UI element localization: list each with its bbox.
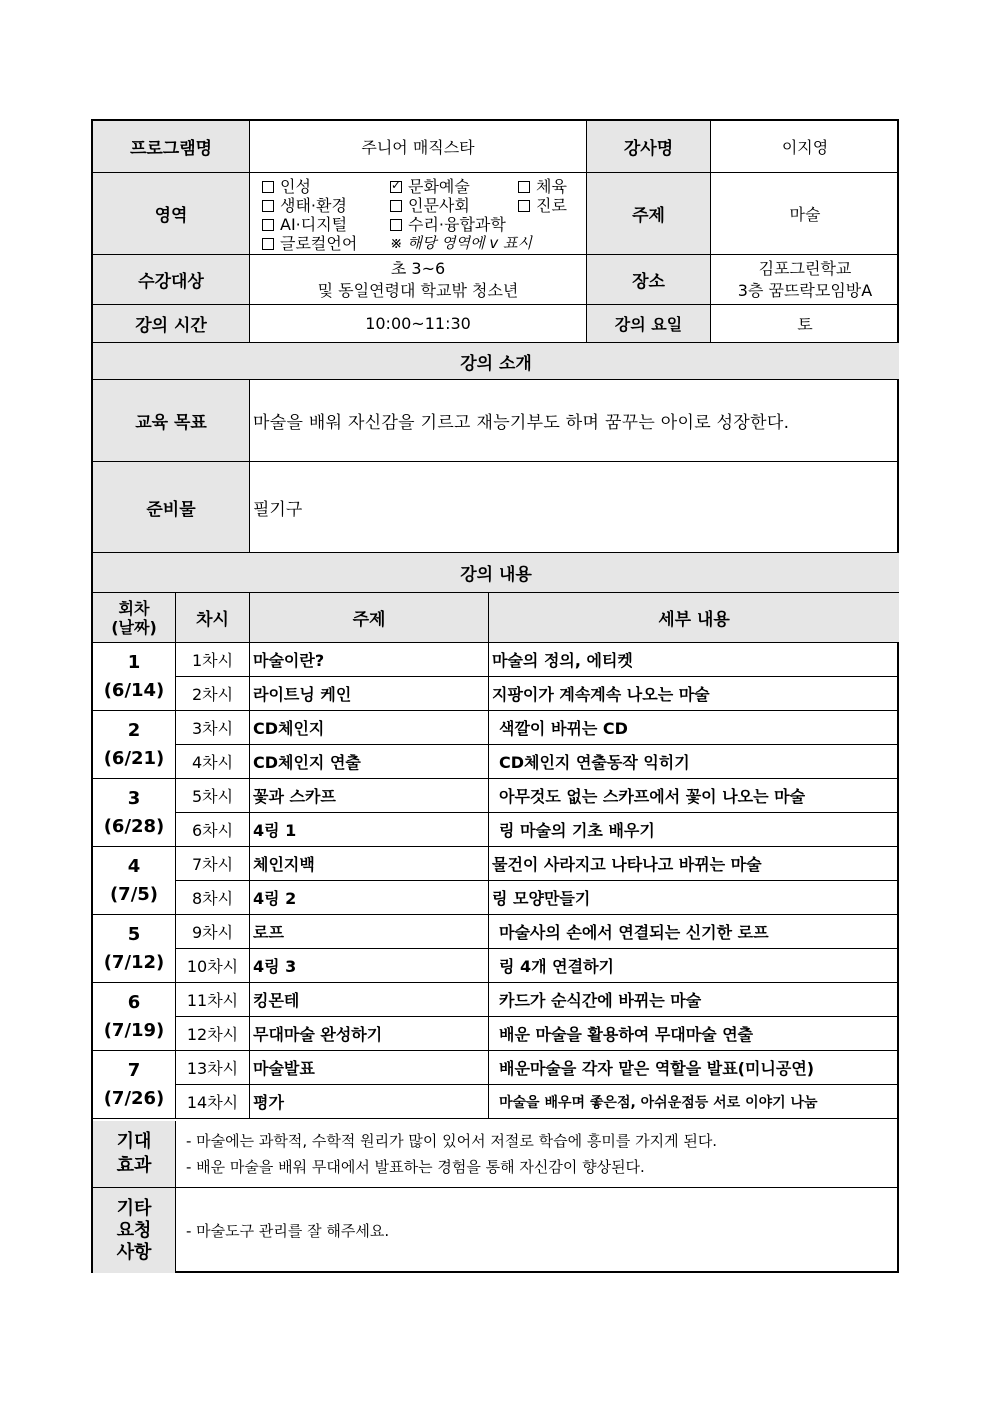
effects-label: 기대 효과 <box>93 1121 176 1188</box>
topic-label: 주제 <box>587 173 711 255</box>
area-item-global-language[interactable]: 글로컬언어 <box>262 231 357 254</box>
session-number-cell <box>93 915 176 983</box>
time-label: 강의 시간 <box>93 305 250 343</box>
effects-value <box>176 1121 899 1188</box>
checkbox-icon[interactable] <box>262 238 274 250</box>
target-label: 수강대상 <box>93 255 250 305</box>
content-section-title: 강의 내용 <box>93 553 899 593</box>
checked-checkbox-icon[interactable] <box>390 181 402 193</box>
session-date: (7/26) <box>103 1087 165 1109</box>
instructor-value: 이지영 <box>711 121 899 173</box>
session-date: (7/5) <box>109 883 159 905</box>
place-label: 장소 <box>587 255 711 305</box>
goal-value: 마술을 배워 자신감을 기르고 재능기부도 하며 꿈꾸는 아이로 성장한다. <box>250 380 899 462</box>
area-note: ※ 해당 영역에 v 표시 <box>390 234 532 252</box>
area-item-math-science[interactable]: 수리·융합과학 <box>390 212 506 235</box>
checkbox-icon[interactable] <box>390 200 402 212</box>
effects-line-2: - 배운 마술을 배워 무대에서 발표하는 경험을 통해 자신감이 향상된다. <box>186 1158 645 1176</box>
lesson-topic: 4링 1 <box>250 813 489 847</box>
day-value: 토 <box>711 305 899 343</box>
lesson-detail: 마술을 배우며 좋은점, 아쉬운점등 서로 이야기 나눔 <box>489 1085 899 1119</box>
area-item-career[interactable]: 진로 <box>518 193 567 216</box>
lesson-number: 1차시 <box>176 643 250 677</box>
checkbox-icon[interactable] <box>262 219 274 231</box>
checkbox-icon[interactable] <box>262 200 274 212</box>
effects-line-1: - 마술에는 과학적, 수학적 원리가 많이 있어서 저절로 학습에 흥미를 가지게 된다. <box>186 1132 718 1150</box>
lesson-topic: 킹몬테 <box>250 983 489 1017</box>
lesson-detail: 링 마술의 기초 배우기 <box>489 813 899 847</box>
session-number-cell <box>93 711 176 779</box>
lesson-topic: 4링 2 <box>250 881 489 915</box>
lesson-topic: 꽃과 스카프 <box>250 779 489 813</box>
lesson-number: 2차시 <box>176 677 250 711</box>
topic-value: 마술 <box>711 173 899 255</box>
lesson-number: 9차시 <box>176 915 250 949</box>
lesson-number: 7차시 <box>176 847 250 881</box>
lesson-number: 4차시 <box>176 745 250 779</box>
lesson-number: 6차시 <box>176 813 250 847</box>
lesson-topic: 체인지백 <box>250 847 489 881</box>
lesson-topic: CD체인지 <box>250 711 489 745</box>
place-line-2: 3층 꿈뜨락모임방A <box>737 280 873 300</box>
lesson-detail: 링 4개 연결하기 <box>489 949 899 983</box>
lesson-number: 13차시 <box>176 1051 250 1085</box>
target-value <box>250 255 587 305</box>
session-number: 6 <box>127 991 141 1013</box>
goal-label: 교육 목표 <box>93 380 250 462</box>
session-date: (7/12) <box>103 951 165 973</box>
day-label: 강의 요일 <box>587 305 711 343</box>
checkbox-icon[interactable] <box>390 219 402 231</box>
checkbox-icon[interactable] <box>518 181 530 193</box>
lesson-topic: 로프 <box>250 915 489 949</box>
session-number-cell <box>93 847 176 915</box>
lesson-detail: 마술의 정의, 에티켓 <box>489 643 899 677</box>
lesson-detail: 카드가 순식간에 바뀌는 마술 <box>489 983 899 1017</box>
session-number: 1 <box>127 651 141 673</box>
lesson-topic: 마술이란? <box>250 643 489 677</box>
requests-value: - 마술도구 관리를 잘 해주세요. <box>186 1222 390 1240</box>
target-line-2: 및 동일연령대 학교밖 청소년 <box>317 280 519 300</box>
session-number-cell <box>93 1051 176 1119</box>
checkbox-icon[interactable] <box>262 181 274 193</box>
requests-label: 기타 요청 사항 <box>93 1188 176 1273</box>
session-number-cell <box>93 643 176 711</box>
session-number: 5 <box>127 923 141 945</box>
place-line-1: 김포그린학교 <box>758 258 852 278</box>
session-date: (7/19) <box>103 1019 165 1041</box>
lesson-detail: 지팡이가 계속계속 나오는 마술 <box>489 677 899 711</box>
course-plan-document <box>91 119 899 1273</box>
time-value: 10:00~11:30 <box>250 305 587 343</box>
lesson-topic: 평가 <box>250 1085 489 1119</box>
session-date: (6/14) <box>103 679 165 701</box>
lesson-number: 11차시 <box>176 983 250 1017</box>
lesson-number: 8차시 <box>176 881 250 915</box>
col-session-header: 회차 (날짜) <box>93 593 176 643</box>
lesson-topic: CD체인지 연출 <box>250 745 489 779</box>
col-detail-header: 세부 내용 <box>489 593 899 643</box>
lesson-detail: 물건이 사라지고 나타나고 바뀌는 마술 <box>489 847 899 881</box>
lesson-detail: 배운마술을 각자 맡은 역할을 발표(미니공연) <box>489 1051 899 1085</box>
lesson-topic: 무대마술 완성하기 <box>250 1017 489 1051</box>
lesson-number: 14차시 <box>176 1085 250 1119</box>
session-date: (6/28) <box>103 815 165 837</box>
col-topic-header: 주제 <box>250 593 489 643</box>
lesson-detail: CD체인지 연출동작 익히기 <box>489 745 899 779</box>
session-number-cell <box>93 983 176 1051</box>
lesson-detail: 아무것도 없는 스카프에서 꽃이 나오는 마술 <box>489 779 899 813</box>
lesson-topic: 4링 3 <box>250 949 489 983</box>
session-number: 7 <box>127 1059 141 1081</box>
lesson-topic: 마술발표 <box>250 1051 489 1085</box>
instructor-label: 강사명 <box>587 121 711 173</box>
lesson-detail: 마술사의 손에서 연결되는 신기한 로프 <box>489 915 899 949</box>
program-value: 주니어 매직스타 <box>250 121 587 173</box>
session-number: 3 <box>127 787 141 809</box>
area-item-ai-digital[interactable]: AI·디지털 <box>262 212 347 235</box>
lesson-number: 3차시 <box>176 711 250 745</box>
lesson-detail: 색깔이 바뀌는 CD <box>489 711 899 745</box>
session-number-cell <box>93 779 176 847</box>
materials-label: 준비물 <box>93 462 250 553</box>
session-number: 4 <box>127 855 141 877</box>
session-date: (6/21) <box>103 747 165 769</box>
area-checklist <box>250 173 587 255</box>
area-item-ecology[interactable]: 생태·환경 <box>262 193 347 216</box>
area-item-humanities[interactable]: 인문사회 <box>390 193 470 216</box>
col-lesson-header: 차시 <box>176 593 250 643</box>
program-label: 프로그램명 <box>93 121 250 173</box>
area-item-personality[interactable]: 인성 <box>262 174 311 197</box>
area-item-sports[interactable]: 체육 <box>518 174 567 197</box>
place-value <box>711 255 899 305</box>
target-line-1: 초 3~6 <box>390 258 446 278</box>
materials-value: 필기구 <box>250 462 899 553</box>
lesson-number: 12차시 <box>176 1017 250 1051</box>
lesson-detail: 링 모양만들기 <box>489 881 899 915</box>
intro-section-title: 강의 소개 <box>93 343 899 380</box>
session-number: 2 <box>127 719 141 741</box>
lesson-number: 10차시 <box>176 949 250 983</box>
area-label: 영역 <box>93 173 250 255</box>
lesson-topic: 라이트닝 케인 <box>250 677 489 711</box>
lesson-detail: 배운 마술을 활용하여 무대마술 연출 <box>489 1017 899 1051</box>
area-item-culture-arts[interactable]: ✓ 문화예술 <box>390 174 470 197</box>
lesson-number: 5차시 <box>176 779 250 813</box>
checkbox-icon[interactable] <box>518 200 530 212</box>
